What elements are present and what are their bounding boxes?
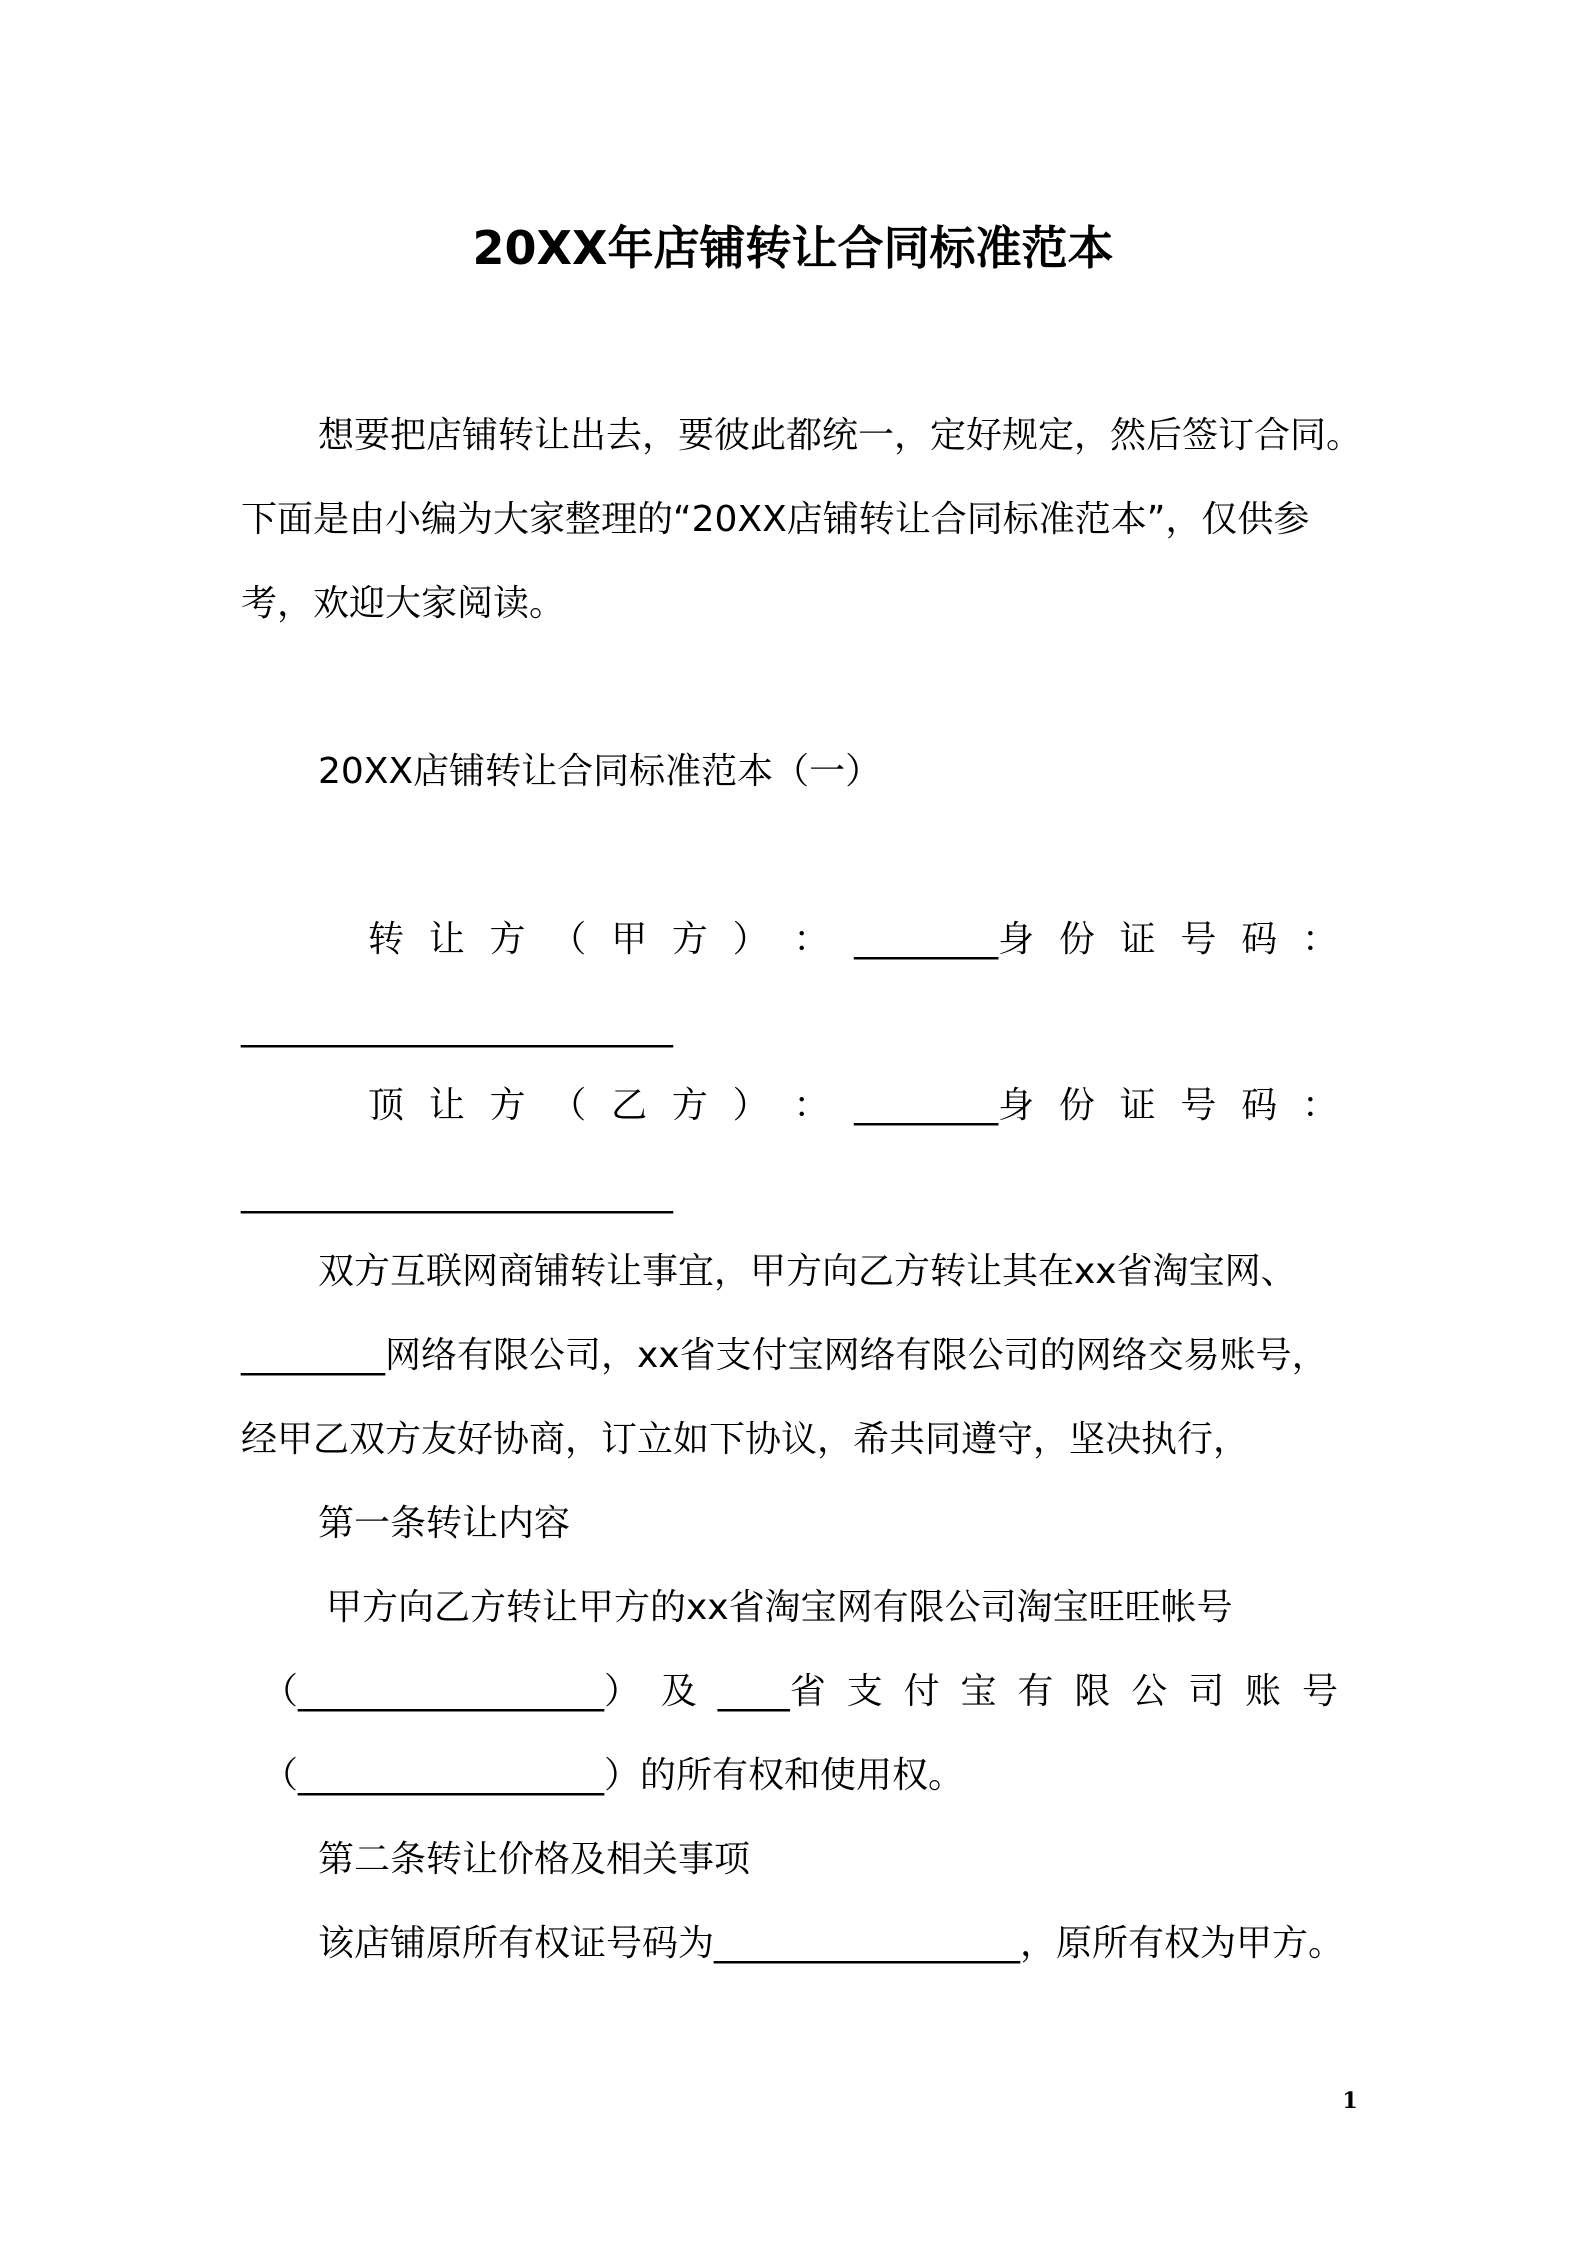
article-1-line-2-part: 号	[1301, 1671, 1338, 1712]
party-b-char: 方	[671, 1085, 708, 1126]
party-b-char: 份	[1058, 1085, 1095, 1126]
article-1-line-2-part: 支	[846, 1671, 883, 1712]
party-a-id-blank: ________________________	[241, 1007, 673, 1048]
party-a-char: 证	[1119, 919, 1156, 960]
article-1-line-2-part: 有	[1017, 1671, 1054, 1712]
party-a-char: 转	[368, 919, 405, 960]
article-1-line-3: （_________________）的所有权和使用权。	[262, 1755, 965, 1796]
intro-line-3: 考，欢迎大家阅读。	[241, 583, 566, 624]
intro-line-2: 下面是由小编为大家整理的“20XX店铺转让合同标准范本”，仅供参	[241, 499, 1310, 540]
article-1-line-1: 甲方向乙方转让甲方的xx省淘宝网有限公司淘宝旺旺帐号	[326, 1587, 1233, 1628]
party-b-char: 证	[1119, 1085, 1156, 1126]
party-b-char: 乙	[611, 1085, 648, 1126]
party-b-id-blank: ________________________	[241, 1173, 673, 1214]
document-title: 20XX年店铺转让合同标准范本	[472, 221, 1114, 275]
article-1-line-2	[262, 1668, 1338, 1716]
party-a-char: （	[550, 919, 587, 960]
party-a-line	[368, 916, 1338, 964]
party-a-char: 让	[428, 919, 465, 960]
article-1-line-2-part: 宝	[960, 1671, 997, 1712]
party-a-char: 码	[1241, 919, 1278, 960]
party-b-char: ）	[732, 1085, 769, 1126]
party-b-char: 让	[428, 1085, 465, 1126]
article-1-line-2-part: 付	[903, 1671, 940, 1712]
article-2-heading: 第二条转让价格及相关事项	[318, 1839, 751, 1880]
article-1-line-2-part: ____省	[717, 1671, 826, 1712]
section-heading: 20XX店铺转让合同标准范本（一）	[318, 751, 882, 792]
party-b-char: ________身	[854, 1085, 1035, 1126]
party-a-char: 方	[671, 919, 708, 960]
party-a-char: 方	[489, 919, 526, 960]
body-p1-line-2: ________网络有限公司，xx省支付宝网络有限公司的网络交易账号，	[241, 1335, 1328, 1376]
party-b-char: 码	[1241, 1085, 1278, 1126]
article-1-line-2-part: 限	[1074, 1671, 1111, 1712]
article-1-line-2-part: （_________________）	[262, 1671, 640, 1712]
article-1-line-2-part: 司	[1188, 1671, 1225, 1712]
party-b-line	[368, 1082, 1338, 1130]
party-b-char: 顶	[368, 1085, 405, 1126]
article-1-line-2-part: 及	[660, 1671, 697, 1712]
party-b-char: ：	[793, 1085, 830, 1126]
body-p1-line-1: 双方互联网商铺转让事宜，甲方向乙方转让其在xx省淘宝网、	[318, 1251, 1297, 1292]
party-b-char: ：	[1301, 1085, 1338, 1126]
page-number: 1	[1342, 2088, 1358, 2114]
party-a-char: 份	[1058, 919, 1095, 960]
article-1-line-2-part: 公	[1131, 1671, 1168, 1712]
party-a-char: 号	[1180, 919, 1217, 960]
party-a-char: ________身	[854, 919, 1035, 960]
party-a-char: 甲	[611, 919, 648, 960]
party-a-char: ：	[1301, 919, 1338, 960]
body-p1-line-3: 经甲乙双方友好协商，订立如下协议，希共同遵守，坚决执行，	[241, 1419, 1250, 1460]
party-a-char: ）	[732, 919, 769, 960]
party-b-char: 方	[489, 1085, 526, 1126]
party-b-char: 号	[1180, 1085, 1217, 1126]
article-2-line-1: 该店铺原所有权证号码为_________________，原所有权为甲方。	[318, 1923, 1345, 1964]
party-b-char: （	[550, 1085, 587, 1126]
party-a-char: ：	[793, 919, 830, 960]
article-1-line-2-part: 账	[1245, 1671, 1282, 1712]
article-1-heading: 第一条转让内容	[318, 1503, 571, 1544]
intro-line-1: 想要把店铺转让出去，要彼此都统一，定好规定，然后签订合同。	[318, 415, 1363, 456]
